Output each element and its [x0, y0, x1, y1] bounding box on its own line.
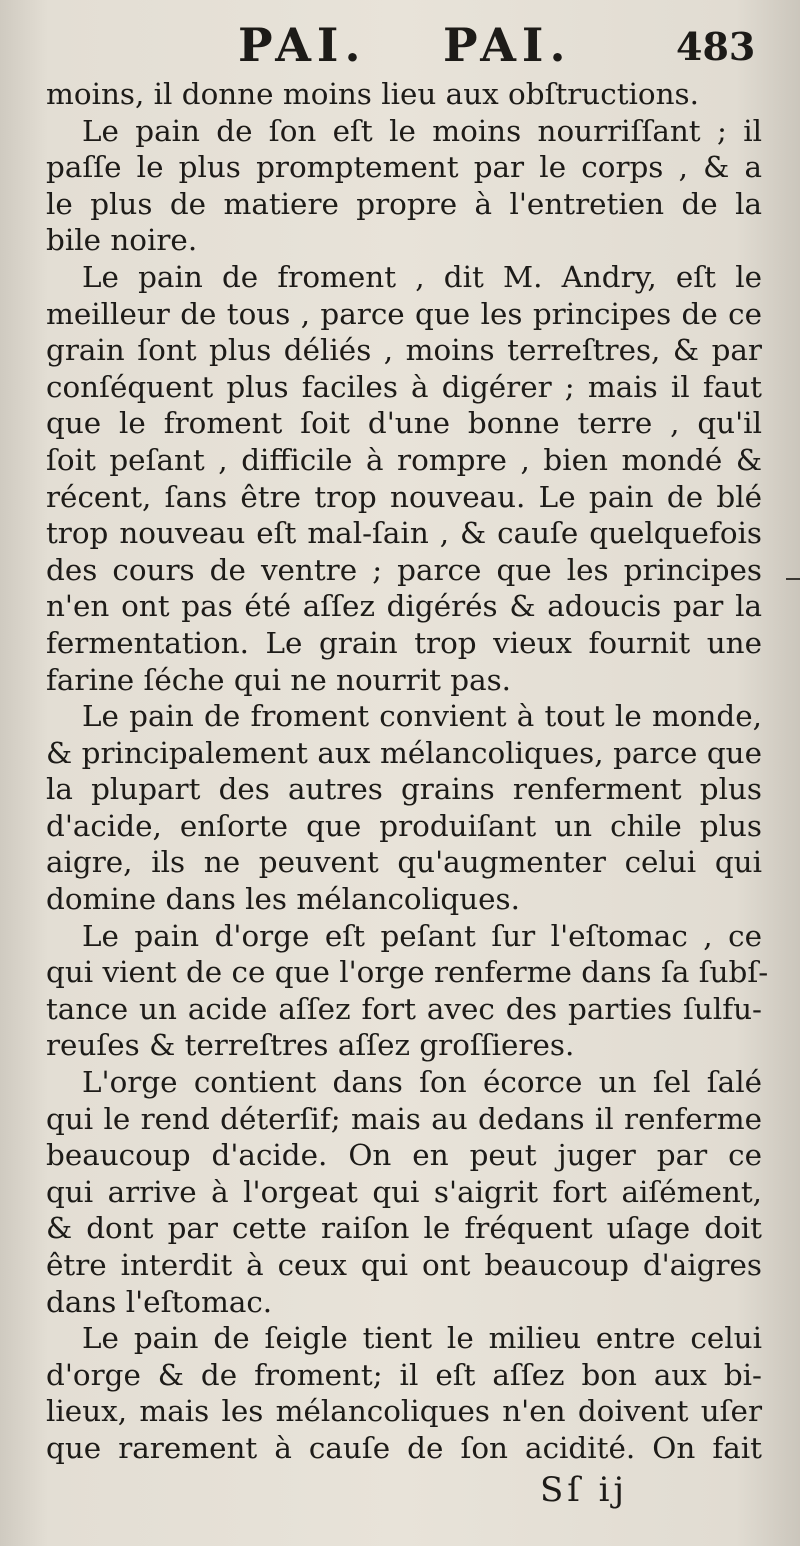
text-line: & principalement aux mélancoliques, parce que	[46, 735, 762, 770]
text-line: être interdit à ceux qui ont beaucoup d'aigres	[46, 1248, 762, 1282]
paragraph-orge-ecorce	[46, 1064, 762, 1320]
page-number: 483	[676, 24, 756, 69]
text-line: dans l'eſtomac.	[46, 1284, 273, 1319]
paragraph-pain-de-froment	[46, 259, 762, 698]
text-line: d'acide, enſorte que produiſant un chile plus	[46, 808, 762, 843]
text-line: L'orge contient dans ſon écorce un ſel ſalé	[82, 1065, 762, 1100]
text-line: bile noire.	[46, 223, 198, 258]
text-line: Le pain d'orge eſt peſant ſur l'eſtomac , ce	[82, 918, 762, 953]
text-line: Le pain de ſeigle tient le milieu entre celui	[82, 1321, 762, 1356]
text-line: d'orge & de froment; il eſt aſſez bon aux bi-	[46, 1357, 762, 1392]
text-line: conſéquent plus faciles à digérer ; mais il faut	[46, 369, 762, 404]
text-line: des cours de ventre ; parce que les principes	[46, 552, 762, 587]
text-line: qui le rend déterſif; mais au dedans il renferme	[46, 1101, 762, 1136]
running-head-right: PAI.	[443, 18, 572, 72]
text-line: fermentation. Le grain trop vieux fournit une	[46, 625, 762, 660]
text-line: tance un acide aſſez fort avec des parties ſulfu-	[46, 991, 762, 1026]
text-line: Le pain de froment convient à tout le monde,	[82, 699, 762, 734]
text-line: aigre, ils ne peuvent qu'augmenter celui qui	[46, 845, 762, 880]
paragraph-pain-seigle	[46, 1320, 762, 1466]
text-line: moins, il donne moins lieu aux obſtructions.	[46, 77, 699, 111]
paragraph-froment-convient	[46, 698, 762, 918]
text-line: trop nouveau eſt mal-ſain , & cauſe quelquefois	[46, 516, 762, 551]
text-line: que le froment ſoit d'une bonne terre , qu'il	[46, 406, 762, 441]
paragraph-pain-orge	[46, 918, 769, 1064]
text-line: beaucoup d'acide. On en peut juger par ce	[46, 1138, 762, 1173]
edge-mark	[786, 578, 800, 580]
text-line: lieux, mais les mélancoliques n'en doivent uſer	[46, 1394, 762, 1429]
page-header	[0, 18, 800, 78]
text-line: ſoit peſant , difficile à rompre , bien mondé &	[46, 442, 762, 477]
text-line: que rarement à cauſe de ſon acidité. On fait	[46, 1430, 762, 1465]
text-line: paſſe le plus promptement par le corps , & a	[46, 150, 762, 185]
text-line: farine ſéche qui ne nourrit pas.	[46, 662, 512, 697]
text-line: meilleur de tous , parce que les principes de ce	[46, 296, 762, 331]
signature-mark: Sſ ij	[540, 1470, 629, 1510]
text-line: Le pain de ſon eſt le moins nourriſſant ; il	[82, 113, 762, 148]
running-head-left: PAI.	[238, 18, 367, 72]
text-line: qui vient de ce que l'orge renferme dans ſa ſubſ-	[46, 955, 769, 990]
paragraph-continuation	[46, 76, 762, 113]
text-line: qui arrive à l'orgeat qui s'aigrit fort aiſément,	[46, 1174, 762, 1209]
text-line: n'en ont pas été aſſez digérés & adoucis par la	[46, 589, 762, 624]
text-line: récent, ſans être trop nouveau. Le pain de blé	[46, 479, 762, 514]
text-line: & dont par cette raiſon le fréquent uſage doit	[46, 1211, 762, 1246]
text-line: la plupart des autres grains renferment plus	[46, 772, 762, 807]
text-line: Le pain de froment , dit M. Andry, eſt le	[82, 259, 762, 294]
paragraph-pain-de-son	[46, 113, 762, 259]
body-text	[46, 76, 769, 1467]
text-line: le plus de matiere propre à l'entretien de la	[46, 186, 762, 221]
text-line: domine dans les mélancoliques.	[46, 882, 520, 917]
text-line: reuſes & terreſtres aſſez groſſieres.	[46, 1028, 575, 1063]
text-line: grain ſont plus déliés , moins terreſtres, & par	[46, 333, 762, 368]
